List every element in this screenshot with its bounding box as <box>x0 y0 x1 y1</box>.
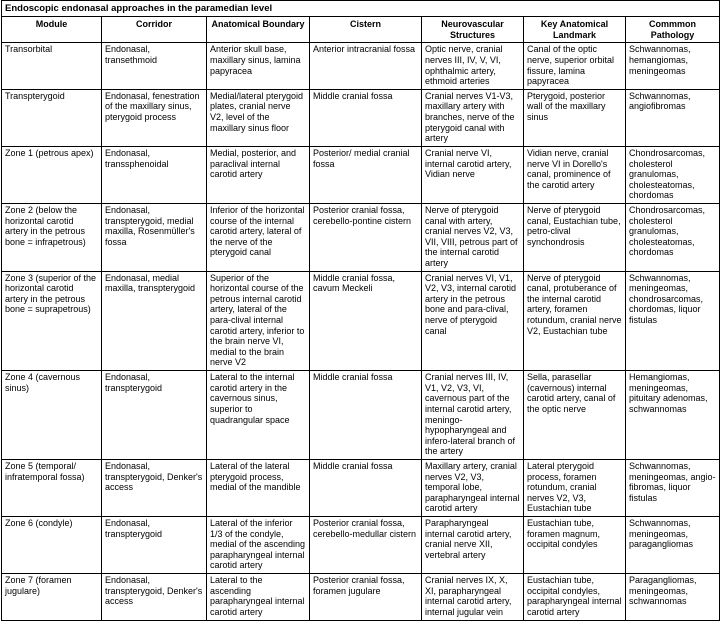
cell-module: Zone 6 (condyle) <box>2 517 102 574</box>
cell-key-landmark: Nerve of pterygoid canal, protuberance of the internal carotid artery, foramen rotundum, cranial nerve V2, Eustachian tube <box>524 271 626 370</box>
cell-common-pathology: Schwannomas, meningeomas, paragangliomas <box>626 517 720 574</box>
cell-neurovascular-structures: Cranial nerves VI, V1, V2, V3, internal carotid artery in the petrous bone and para-clival, nerve of pterygoid canal <box>422 271 524 370</box>
cell-corridor: Endonasal, transpterygoid, Denker's access <box>102 574 207 620</box>
cell-neurovascular-structures: Cranial nerves V1-V3, maxillary artery with branches, nerve of the pterygoid canal with artery <box>422 89 524 146</box>
cell-cistern: Middle cranial fossa <box>310 89 422 146</box>
cell-corridor: Endonasal, fenestration of the maxillary sinus, pterygoid process <box>102 89 207 146</box>
cell-key-landmark: Sella, parasellar (cavernous) internal carotid artery, canal of the optic nerve <box>524 371 626 460</box>
cell-common-pathology: Hemangiomas, meningeomas, pituitary adenomas, schwannomas <box>626 371 720 460</box>
cell-corridor: Endonasal, transpterygoid, Denker's access <box>102 459 207 516</box>
cell-common-pathology: Schwannomas, meningeomas, angio-fibromas, liquor fistulas <box>626 459 720 516</box>
cell-key-landmark: Pterygoid, posterior wall of the maxillary sinus <box>524 89 626 146</box>
cell-common-pathology: Schwannomas, angiofibromas <box>626 89 720 146</box>
approaches-table <box>1 0 720 621</box>
table-row <box>2 271 720 370</box>
header-corridor: Corridor <box>102 17 207 43</box>
table-row <box>2 371 720 460</box>
table-title: Endoscopic endonasal approaches in the paramedian level <box>2 1 720 17</box>
table-body <box>2 43 720 620</box>
table-row <box>2 574 720 620</box>
cell-cistern: Middle cranial fossa <box>310 371 422 460</box>
cell-anatomical-boundary: Lateral to the ascending parapharyngeal internal carotid artery <box>207 574 310 620</box>
header-cistern: Cistern <box>310 17 422 43</box>
title-row <box>2 1 720 17</box>
cell-cistern: Posterior cranial fossa, foramen jugulare <box>310 574 422 620</box>
cell-anatomical-boundary: Superior of the horizontal course of the petrous internal carotid artery, lateral of the para-clival internal carotid artery, inferior to the brain nerve VI, medial to the brain nerve V2 <box>207 271 310 370</box>
cell-module: Zone 3 (superior of the horizontal carotid artery in the petrous bone = suprapetrous) <box>2 271 102 370</box>
cell-anatomical-boundary: Lateral of the inferior 1/3 of the condyle, medial of the ascending parapharyngeal internal carotid artery <box>207 517 310 574</box>
cell-neurovascular-structures: Cranial nerves IX, X, XI, parapharyngeal internal carotid artery, internal jugular vein <box>422 574 524 620</box>
cell-module: Zone 5 (temporal/ infratemporal fossa) <box>2 459 102 516</box>
cell-cistern: Posterior cranial fossa, cerebello-medullar cistern <box>310 517 422 574</box>
cell-corridor: Endonasal, transpterygoid <box>102 517 207 574</box>
cell-corridor: Endonasal, medial maxilla, transpterygoid <box>102 271 207 370</box>
cell-cistern: Posterior cranial fossa, cerebello-pontine cistern <box>310 203 422 271</box>
header-key-landmark: Key Anatomical Landmark <box>524 17 626 43</box>
cell-module: Transpterygoid <box>2 89 102 146</box>
table-row <box>2 459 720 516</box>
cell-cistern: Middle cranial fossa <box>310 459 422 516</box>
table-row <box>2 146 720 203</box>
table-container <box>1 0 719 621</box>
cell-common-pathology: Schwannomas, meningeomas, chondrosarcomas, chordomas, liquor fistulas <box>626 271 720 370</box>
cell-corridor: Endonasal, transsphenoidal <box>102 146 207 203</box>
cell-anatomical-boundary: Lateral to the internal carotid artery in the cavernous sinus, superior to quadrangular space <box>207 371 310 460</box>
cell-module: Transorbital <box>2 43 102 89</box>
cell-key-landmark: Vidian nerve, cranial nerve VI in Dorello's canal, prominence of the carotid artery <box>524 146 626 203</box>
cell-neurovascular-structures: Cranial nerve VI, internal carotid artery, Vidian nerve <box>422 146 524 203</box>
table-row <box>2 203 720 271</box>
cell-cistern: Anterior intracranial fossa <box>310 43 422 89</box>
header-row <box>2 17 720 43</box>
table-row <box>2 43 720 89</box>
cell-key-landmark: Eustachian tube, foramen magnum, occipital condyles <box>524 517 626 574</box>
cell-key-landmark: Canal of the optic nerve, superior orbital fissure, lamina papyracea <box>524 43 626 89</box>
cell-anatomical-boundary: Medial, posterior, and paraclival internal carotid artery <box>207 146 310 203</box>
cell-key-landmark: Nerve of pterygoid canal, Eustachian tube, petro-clival synchondrosis <box>524 203 626 271</box>
cell-common-pathology: Paragangliomas, meningeomas, schwannomas <box>626 574 720 620</box>
cell-neurovascular-structures: Optic nerve, cranial nerves III, IV, V, VI, ophthalmic artery, ethmoid arteries <box>422 43 524 89</box>
cell-module: Zone 4 (cavernous sinus) <box>2 371 102 460</box>
cell-neurovascular-structures: Parapharyngeal internal carotid artery, cranial nerve XII, vertebral artery <box>422 517 524 574</box>
cell-common-pathology: Chondrosarcomas, cholesterol granulomas, cholesteatomas, chordomas <box>626 203 720 271</box>
cell-cistern: Middle cranial fossa, cavum Meckeli <box>310 271 422 370</box>
header-anatomical-boundary: Anatomical Boundary <box>207 17 310 43</box>
cell-anatomical-boundary: Lateral of the lateral pterygoid process, medial of the mandible <box>207 459 310 516</box>
cell-anatomical-boundary: Anterior skull base, maxillary sinus, lamina papyracea <box>207 43 310 89</box>
table-row <box>2 89 720 146</box>
cell-anatomical-boundary: Medial/lateral pterygoid plates, cranial nerve V2, level of the maxillary sinus floor <box>207 89 310 146</box>
cell-cistern: Posterior/ medial cranial fossa <box>310 146 422 203</box>
cell-corridor: Endonasal, transpterygoid <box>102 371 207 460</box>
header-neurovascular-structures: Neurovascular Structures <box>422 17 524 43</box>
cell-common-pathology: Schwannomas, hemangiomas, meningeomas <box>626 43 720 89</box>
cell-module: Zone 2 (below the horizontal carotid artery in the petrous bone = infrapetrous) <box>2 203 102 271</box>
cell-corridor: Endonasal, transethmoid <box>102 43 207 89</box>
cell-neurovascular-structures: Nerve of pterygoid canal with artery, cranial nerves V2, V3, VII, VIII, petrous part of the internal carotid artery <box>422 203 524 271</box>
table-row <box>2 517 720 574</box>
cell-neurovascular-structures: Cranial nerves III, IV, V1, V2, V3, VI, cavernous part of the internal carotid artery, meningo-hypopharyngeal and infero-lateral branch of the artery <box>422 371 524 460</box>
header-common-pathology: Commmon Pathology <box>626 17 720 43</box>
cell-key-landmark: Lateral pterygoid process, foramen rotundum, cranial nerves V2, V3, Eustachian tube <box>524 459 626 516</box>
cell-key-landmark: Eustachian tube, occipital condyles, parapharyngeal internal carotid artery <box>524 574 626 620</box>
cell-anatomical-boundary: Inferior of the horizontal course of the internal carotid artery, lateral of the nerve of the pterygoid canal <box>207 203 310 271</box>
cell-common-pathology: Chondrosarcomas, cholesterol granulomas, cholesteatomas, chordomas <box>626 146 720 203</box>
cell-neurovascular-structures: Maxillary artery, cranial nerves V2, V3, temporal lobe, parapharyngeal internal carotid artery <box>422 459 524 516</box>
cell-module: Zone 1 (petrous apex) <box>2 146 102 203</box>
header-module: Module <box>2 17 102 43</box>
cell-module: Zone 7 (foramen jugulare) <box>2 574 102 620</box>
cell-corridor: Endonasal, transpterygoid, medial maxilla, Rosenmüller's fossa <box>102 203 207 271</box>
